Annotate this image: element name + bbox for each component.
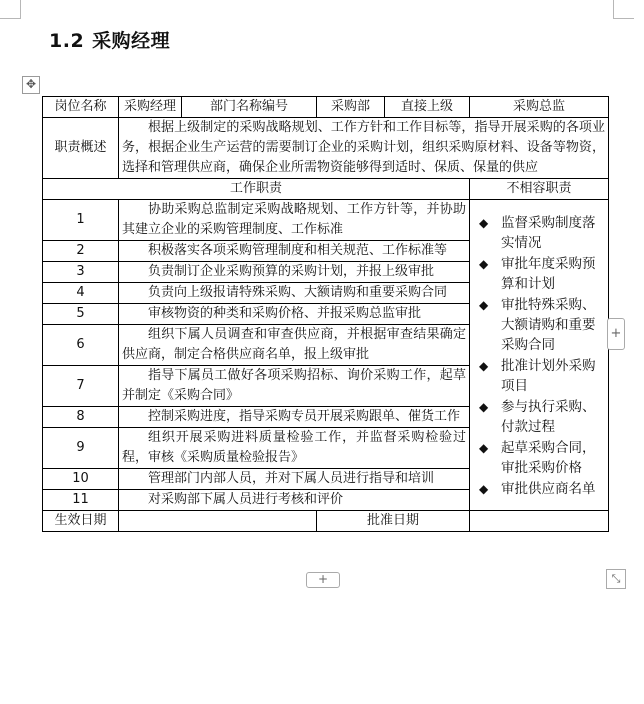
table-move-handle-icon[interactable]: ✥ [22, 76, 40, 94]
diamond-bullet-icon: ◆ [479, 215, 489, 230]
duty-number: 8 [43, 407, 119, 428]
duty-number: 6 [43, 325, 119, 366]
duty-text: 管理部门内部人员，并对下属人员进行指导和培训 [119, 469, 470, 490]
duty-number: 10 [43, 469, 119, 490]
duty-text: 对采购部下属人员进行考核和评价 [119, 490, 470, 511]
duty-text: 积极落实各项采购管理制度和相关规范、工作标准等 [119, 241, 470, 262]
incompatible-duties-cell [470, 200, 609, 511]
incompatible-item [479, 438, 605, 478]
duty-number: 11 [43, 490, 119, 511]
superior-value: 采购总监 [470, 97, 609, 118]
job-description-table [42, 96, 609, 532]
duty-text: 组织开展采购进料质量检验工作，并监督采购检验过程，审核《采购质量检验报告》 [119, 428, 470, 469]
diamond-bullet-icon: ◆ [479, 481, 489, 496]
duty-text: 负责制订企业采购预算的采购计划，并报上级审批 [119, 262, 470, 283]
duties-header: 工作职责 [43, 179, 470, 200]
add-column-plus-icon[interactable]: + [607, 318, 625, 350]
duty-number: 9 [43, 428, 119, 469]
incompatible-item-text: 参与执行采购、付款过程 [501, 398, 596, 435]
incompatible-list [473, 211, 605, 499]
diamond-bullet-icon: ◆ [479, 358, 489, 373]
duty-number: 3 [43, 262, 119, 283]
duty-text: 协助采购总监制定采购战略规划、工作方针等，并协助其建立企业的采购管理制度、工作标准 [119, 200, 470, 241]
incompatible-item-text: 审批供应商名单 [501, 480, 596, 497]
incompatible-item-text: 监督采购制度落实情况 [501, 214, 596, 251]
incompatible-header: 不相容职责 [470, 179, 609, 200]
add-row-plus-icon[interactable]: + [306, 572, 340, 588]
dept-value: 采购部 [317, 97, 385, 118]
superior-label: 直接上级 [385, 97, 470, 118]
duty-number: 7 [43, 366, 119, 407]
approval-date-value [470, 511, 609, 532]
summary-label: 职责概述 [43, 118, 119, 179]
footer-row [43, 511, 609, 532]
incompatible-item-text: 审批年度采购预算和计划 [501, 255, 596, 292]
incompatible-item-text: 审批特殊采购、大额请购和重要采购合同 [501, 296, 596, 353]
duty-number: 4 [43, 283, 119, 304]
header-row [43, 97, 609, 118]
incompatible-item-text: 起草采购合同，审批采购价格 [501, 439, 596, 476]
duty-number: 1 [43, 200, 119, 241]
diamond-bullet-icon: ◆ [479, 256, 489, 271]
duty-number: 2 [43, 241, 119, 262]
summary-row [43, 118, 609, 179]
diamond-bullet-icon: ◆ [479, 297, 489, 312]
section-header-row [43, 179, 609, 200]
duty-text: 指导下属员工做好各项采购招标、询价采购工作，起草并制定《采购合同》 [119, 366, 470, 407]
incompatible-item [479, 356, 605, 396]
duty-text: 负责向上级报请特殊采购、大额请购和重要采购合同 [119, 283, 470, 304]
summary-text: 根据上级制定的采购战略规划、工作方针和工作目标等，指导开展采购的各项业务，根据企业生产运营的需要制订企业的采购计划，组织采购原材料、设备等物资，选择和管理供应商，确保企业所需物资能够得到适时、保质、保量的供应 [119, 118, 609, 179]
incompatible-item [479, 295, 605, 355]
section-title: 采购经理 [92, 30, 171, 52]
diamond-bullet-icon: ◆ [479, 440, 489, 455]
position-value: 采购经理 [119, 97, 182, 118]
incompatible-item-text: 批准计划外采购项目 [501, 357, 596, 394]
section-heading [49, 26, 170, 53]
incompatible-item [479, 254, 605, 294]
page-corner-mark-left [0, 0, 21, 19]
incompatible-item [479, 479, 605, 499]
duty-number: 5 [43, 304, 119, 325]
incompatible-item [479, 213, 605, 253]
dept-label: 部门名称编号 [182, 97, 317, 118]
page-corner-mark-right [613, 0, 634, 19]
effective-date-value [119, 511, 317, 532]
duty-text: 组织下属人员调查和审查供应商，并根据审查结果确定供应商，制定合格供应商名单，报上级审批 [119, 325, 470, 366]
incompatible-item [479, 397, 605, 437]
effective-date-label: 生效日期 [43, 511, 119, 532]
diamond-bullet-icon: ◆ [479, 399, 489, 414]
duty-text: 控制采购进度，指导采购专员开展采购跟单、催货工作 [119, 407, 470, 428]
duties-body [43, 200, 609, 511]
section-number: 1.2 [49, 30, 85, 52]
position-label: 岗位名称 [43, 97, 119, 118]
table-resize-handle-icon[interactable]: ⤡ [606, 569, 626, 589]
approval-date-label: 批准日期 [317, 511, 470, 532]
duty-row [43, 200, 609, 241]
duty-text: 审核物资的种类和采购价格、并报采购总监审批 [119, 304, 470, 325]
